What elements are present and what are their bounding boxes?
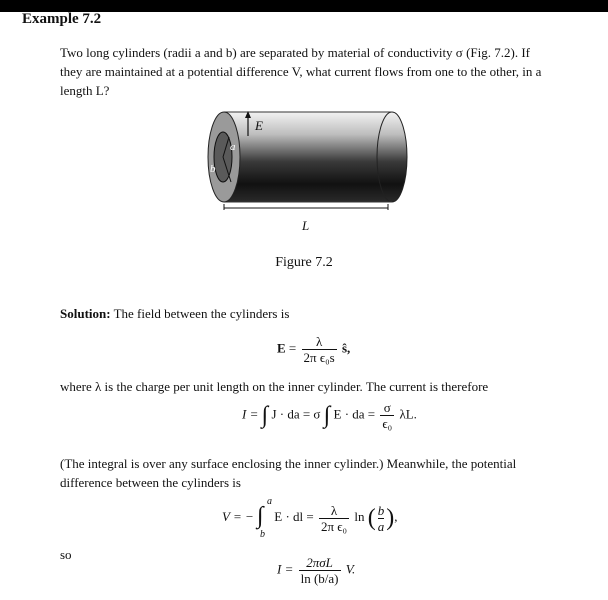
eq4-lhs: I =: [277, 561, 294, 577]
length-bracket: [224, 204, 388, 210]
eq2-part1: J · da = σ: [271, 406, 321, 422]
solution-text-3a: (The integral is over any surface enclosing the inner cylinder.) Meanwhile, the potential: [60, 456, 517, 471]
eq4-tail: V.: [345, 561, 356, 577]
equation-result: [277, 555, 355, 586]
eq1-fraction: [302, 334, 337, 365]
eq3-inner-fraction: [378, 503, 385, 534]
right-paren-icon: ): [386, 505, 395, 531]
solution-so: so: [60, 547, 72, 562]
problem-line-2: they are maintained at a potential difference V, what current flows from one to the other, in a: [60, 64, 542, 79]
eq4-denominator: ln (b/a): [300, 571, 339, 586]
solution-text-3: [60, 454, 590, 492]
equation-field: E = $\frac{\lambda}{\text{2π ϵ₀s}}$ ŝ,: [277, 334, 351, 365]
eq4-numerator: 2πσL: [306, 555, 333, 570]
eq1-tail: ŝ,: [341, 340, 351, 356]
integral-sign-icon: ∫: [261, 402, 269, 429]
problem-line-3: length L?: [60, 83, 110, 98]
problem-line-1: Two long cylinders (radii a and b) are separated by material of conductivity σ (Fig. 7.2). If: [60, 45, 530, 60]
eq3-inner-denominator: a: [377, 518, 385, 534]
radius-label-a: a: [230, 141, 236, 153]
eq1-lhs: E: [277, 340, 286, 356]
cylinder-end-face: [208, 112, 240, 202]
solution-text-2: where λ is the charge per unit length on the inner cylinder. The current is therefore: [60, 379, 489, 394]
integral-sign-icon: ∫: [323, 402, 331, 429]
eq3-upper-limit: a: [267, 496, 273, 507]
eq3-lower-limit: b: [260, 529, 266, 540]
eq3-integral: [257, 498, 271, 538]
field-label-E: E: [255, 118, 263, 133]
eq3-tail: ,: [394, 508, 398, 524]
integral-sign-icon: ∫: [257, 503, 264, 529]
length-label-L: L: [302, 218, 310, 233]
eq2-numerator: σ: [383, 400, 391, 415]
eq3-ln: ln: [354, 508, 365, 524]
eq2-fraction: [380, 400, 394, 431]
problem-statement: [60, 43, 590, 100]
eq1-numerator: λ: [315, 334, 323, 349]
eq3-inner-numerator: b: [377, 502, 385, 518]
equation-current: [242, 400, 417, 431]
outer-cylinder: [224, 112, 407, 202]
eq3-lhs: V = −: [222, 508, 254, 524]
solution-label: Solution:: [60, 306, 111, 321]
eq2-tail: λL.: [399, 406, 417, 422]
eq1-denominator: 2π ϵ₀s: [303, 350, 335, 365]
figure-caption: Figure 7.2: [275, 255, 333, 270]
eq2-part2: E · da =: [333, 406, 376, 422]
solution-text-3b: difference between the cylinders is: [60, 475, 241, 490]
example-heading: Example 7.2: [22, 11, 102, 27]
equation-potential: [222, 498, 397, 538]
radius-label-b: b: [210, 163, 216, 175]
eq3-integrand: E · dl =: [274, 508, 314, 524]
solution-intro-text: The field between the cylinders is: [113, 306, 290, 321]
left-paren-icon: (: [367, 505, 376, 531]
cylinder-figure: [198, 108, 408, 238]
eq3-fraction: [319, 503, 349, 534]
eq3-denominator: 2π ϵ₀: [320, 518, 348, 534]
solution-intro-line: [60, 304, 590, 323]
eq2-lhs: I =: [242, 406, 259, 422]
eq4-fraction: [299, 555, 341, 586]
eq2-denominator: ϵ₀: [382, 416, 393, 431]
eq3-numerator: λ: [330, 502, 338, 518]
